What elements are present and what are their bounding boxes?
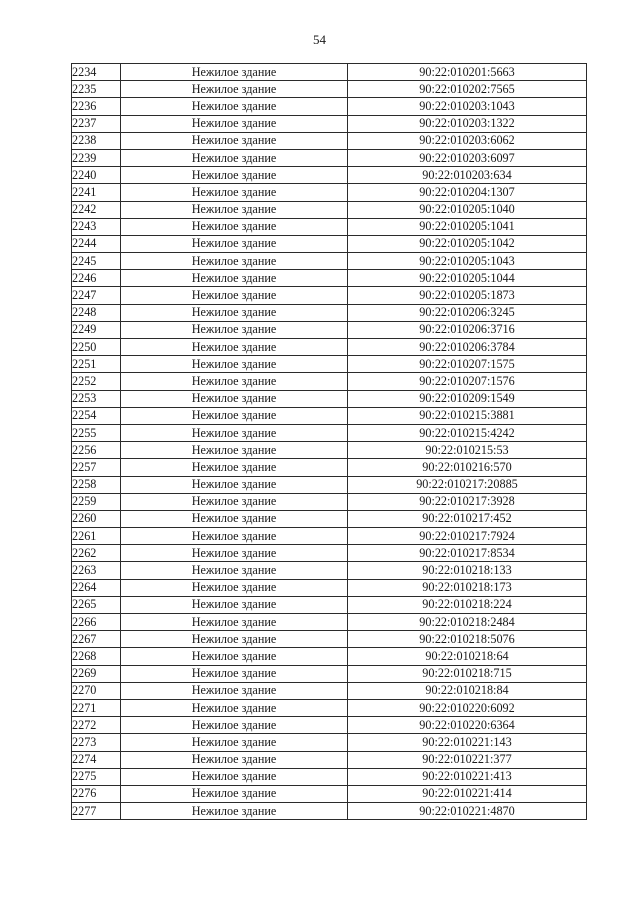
table-row	[72, 665, 587, 682]
cadastral-number-cell: 90:22:010207:1576	[348, 373, 587, 390]
cadastral-number-cell: 90:22:010203:6062	[348, 132, 587, 149]
row-number-cell: 2252	[72, 373, 121, 390]
table-row	[72, 201, 587, 218]
row-number-cell: 2259	[72, 493, 121, 510]
object-type-cell: Нежилое здание	[121, 64, 348, 81]
table-row	[72, 321, 587, 338]
row-number-cell: 2264	[72, 579, 121, 596]
object-type-cell: Нежилое здание	[121, 476, 348, 493]
object-type-cell: Нежилое здание	[121, 304, 348, 321]
object-type-cell: Нежилое здание	[121, 699, 348, 716]
row-number-cell: 2238	[72, 132, 121, 149]
cadastral-number-cell: 90:22:010205:1040	[348, 201, 587, 218]
object-type-cell: Нежилое здание	[121, 424, 348, 441]
cadastral-number-cell: 90:22:010221:377	[348, 751, 587, 768]
row-number-cell: 2258	[72, 476, 121, 493]
table-row	[72, 235, 587, 252]
table-row	[72, 149, 587, 166]
row-number-cell: 2244	[72, 235, 121, 252]
cadastral-number-cell: 90:22:010215:53	[348, 442, 587, 459]
cadastral-number-cell: 90:22:010203:1322	[348, 115, 587, 132]
object-type-cell: Нежилое здание	[121, 339, 348, 356]
table-row	[72, 562, 587, 579]
object-type-cell: Нежилое здание	[121, 81, 348, 98]
object-type-cell: Нежилое здание	[121, 201, 348, 218]
cadastral-number-cell: 90:22:010215:4242	[348, 424, 587, 441]
cadastral-number-cell: 90:22:010217:20885	[348, 476, 587, 493]
object-type-cell: Нежилое здание	[121, 562, 348, 579]
table-row	[72, 287, 587, 304]
row-number-cell: 2236	[72, 98, 121, 115]
object-type-cell: Нежилое здание	[121, 459, 348, 476]
object-type-cell: Нежилое здание	[121, 631, 348, 648]
object-type-cell: Нежилое здание	[121, 356, 348, 373]
object-type-cell: Нежилое здание	[121, 768, 348, 785]
table-row	[72, 304, 587, 321]
cadastral-number-cell: 90:22:010218:224	[348, 596, 587, 613]
table-row	[72, 803, 587, 820]
object-type-cell: Нежилое здание	[121, 442, 348, 459]
cadastral-number-cell: 90:22:010216:570	[348, 459, 587, 476]
row-number-cell: 2250	[72, 339, 121, 356]
table-row	[72, 734, 587, 751]
table-row	[72, 631, 587, 648]
row-number-cell: 2255	[72, 424, 121, 441]
row-number-cell: 2257	[72, 459, 121, 476]
cadastral-number-cell: 90:22:010201:5663	[348, 64, 587, 81]
object-type-cell: Нежилое здание	[121, 785, 348, 802]
row-number-cell: 2243	[72, 218, 121, 235]
row-number-cell: 2263	[72, 562, 121, 579]
cadastral-number-cell: 90:22:010215:3881	[348, 407, 587, 424]
object-type-cell: Нежилое здание	[121, 648, 348, 665]
table-row	[72, 717, 587, 734]
table-row	[72, 132, 587, 149]
row-number-cell: 2272	[72, 717, 121, 734]
cadastral-number-cell: 90:22:010202:7565	[348, 81, 587, 98]
object-type-cell: Нежилое здание	[121, 98, 348, 115]
table-row	[72, 699, 587, 716]
table-row	[72, 751, 587, 768]
row-number-cell: 2237	[72, 115, 121, 132]
cadastral-number-cell: 90:22:010204:1307	[348, 184, 587, 201]
row-number-cell: 2271	[72, 699, 121, 716]
cadastral-number-cell: 90:22:010205:1043	[348, 253, 587, 270]
table-row	[72, 64, 587, 81]
object-type-cell: Нежилое здание	[121, 596, 348, 613]
row-number-cell: 2254	[72, 407, 121, 424]
table-row	[72, 356, 587, 373]
row-number-cell: 2275	[72, 768, 121, 785]
row-number-cell: 2265	[72, 596, 121, 613]
table-row	[72, 648, 587, 665]
table-row	[72, 493, 587, 510]
cadastral-number-cell: 90:22:010206:3716	[348, 321, 587, 338]
row-number-cell: 2239	[72, 149, 121, 166]
cadastral-number-cell: 90:22:010218:715	[348, 665, 587, 682]
object-type-cell: Нежилое здание	[121, 803, 348, 820]
table-row	[72, 459, 587, 476]
object-type-cell: Нежилое здание	[121, 510, 348, 527]
table-row	[72, 579, 587, 596]
table-row	[72, 270, 587, 287]
object-type-cell: Нежилое здание	[121, 734, 348, 751]
cadastral-number-cell: 90:22:010205:1041	[348, 218, 587, 235]
table-row	[72, 253, 587, 270]
table-row	[72, 442, 587, 459]
object-type-cell: Нежилое здание	[121, 373, 348, 390]
cadastral-number-cell: 90:22:010221:4870	[348, 803, 587, 820]
object-type-cell: Нежилое здание	[121, 493, 348, 510]
cadastral-number-cell: 90:22:010205:1044	[348, 270, 587, 287]
cadastral-number-cell: 90:22:010218:133	[348, 562, 587, 579]
object-type-cell: Нежилое здание	[121, 614, 348, 631]
object-type-cell: Нежилое здание	[121, 717, 348, 734]
row-number-cell: 2261	[72, 528, 121, 545]
object-type-cell: Нежилое здание	[121, 390, 348, 407]
row-number-cell: 2260	[72, 510, 121, 527]
table-row	[72, 167, 587, 184]
object-type-cell: Нежилое здание	[121, 407, 348, 424]
row-number-cell: 2274	[72, 751, 121, 768]
cadastral-number-cell: 90:22:010206:3245	[348, 304, 587, 321]
object-type-cell: Нежилое здание	[121, 528, 348, 545]
cadastral-number-cell: 90:22:010209:1549	[348, 390, 587, 407]
row-number-cell: 2268	[72, 648, 121, 665]
cadastral-number-cell: 90:22:010220:6364	[348, 717, 587, 734]
cadastral-number-cell: 90:22:010203:6097	[348, 149, 587, 166]
row-number-cell: 2253	[72, 390, 121, 407]
cadastral-number-cell: 90:22:010205:1042	[348, 235, 587, 252]
object-type-cell: Нежилое здание	[121, 270, 348, 287]
row-number-cell: 2234	[72, 64, 121, 81]
object-type-cell: Нежилое здание	[121, 235, 348, 252]
object-type-cell: Нежилое здание	[121, 665, 348, 682]
row-number-cell: 2241	[72, 184, 121, 201]
cadastral-number-cell: 90:22:010217:7924	[348, 528, 587, 545]
row-number-cell: 2248	[72, 304, 121, 321]
cadastral-number-cell: 90:22:010221:413	[348, 768, 587, 785]
cadastral-number-cell: 90:22:010205:1873	[348, 287, 587, 304]
row-number-cell: 2270	[72, 682, 121, 699]
table-row	[72, 98, 587, 115]
cadastral-number-cell: 90:22:010206:3784	[348, 339, 587, 356]
table-row	[72, 596, 587, 613]
table-row	[72, 373, 587, 390]
cadastral-number-cell: 90:22:010218:84	[348, 682, 587, 699]
table-row	[72, 528, 587, 545]
cadastral-number-cell: 90:22:010203:1043	[348, 98, 587, 115]
page-number: 54	[313, 32, 326, 47]
table-row	[72, 407, 587, 424]
cadastral-number-cell: 90:22:010217:3928	[348, 493, 587, 510]
object-type-cell: Нежилое здание	[121, 149, 348, 166]
table-row	[72, 785, 587, 802]
object-type-cell: Нежилое здание	[121, 545, 348, 562]
row-number-cell: 2245	[72, 253, 121, 270]
row-number-cell: 2247	[72, 287, 121, 304]
registry-table-body	[72, 64, 587, 820]
row-number-cell: 2249	[72, 321, 121, 338]
object-type-cell: Нежилое здание	[121, 253, 348, 270]
cadastral-number-cell: 90:22:010221:414	[348, 785, 587, 802]
row-number-cell: 2262	[72, 545, 121, 562]
table-row	[72, 682, 587, 699]
row-number-cell: 2267	[72, 631, 121, 648]
table-row	[72, 614, 587, 631]
cadastral-number-cell: 90:22:010207:1575	[348, 356, 587, 373]
table-row	[72, 81, 587, 98]
row-number-cell: 2277	[72, 803, 121, 820]
row-number-cell: 2242	[72, 201, 121, 218]
row-number-cell: 2240	[72, 167, 121, 184]
row-number-cell: 2273	[72, 734, 121, 751]
table-row	[72, 339, 587, 356]
cadastral-number-cell: 90:22:010203:634	[348, 167, 587, 184]
object-type-cell: Нежилое здание	[121, 167, 348, 184]
property-registry-table	[71, 63, 587, 820]
cadastral-number-cell: 90:22:010220:6092	[348, 699, 587, 716]
object-type-cell: Нежилое здание	[121, 132, 348, 149]
object-type-cell: Нежилое здание	[121, 579, 348, 596]
object-type-cell: Нежилое здание	[121, 287, 348, 304]
row-number-cell: 2246	[72, 270, 121, 287]
row-number-cell: 2235	[72, 81, 121, 98]
cadastral-number-cell: 90:22:010218:2484	[348, 614, 587, 631]
row-number-cell: 2256	[72, 442, 121, 459]
object-type-cell: Нежилое здание	[121, 321, 348, 338]
object-type-cell: Нежилое здание	[121, 184, 348, 201]
row-number-cell: 2269	[72, 665, 121, 682]
object-type-cell: Нежилое здание	[121, 682, 348, 699]
cadastral-number-cell: 90:22:010218:173	[348, 579, 587, 596]
cadastral-number-cell: 90:22:010218:5076	[348, 631, 587, 648]
row-number-cell: 2251	[72, 356, 121, 373]
table-row	[72, 476, 587, 493]
object-type-cell: Нежилое здание	[121, 218, 348, 235]
cadastral-number-cell: 90:22:010218:64	[348, 648, 587, 665]
table-row	[72, 390, 587, 407]
cadastral-number-cell: 90:22:010221:143	[348, 734, 587, 751]
row-number-cell: 2276	[72, 785, 121, 802]
table-row	[72, 115, 587, 132]
table-row	[72, 510, 587, 527]
object-type-cell: Нежилое здание	[121, 751, 348, 768]
row-number-cell: 2266	[72, 614, 121, 631]
table-row	[72, 545, 587, 562]
table-row	[72, 768, 587, 785]
table-row	[72, 184, 587, 201]
object-type-cell: Нежилое здание	[121, 115, 348, 132]
cadastral-number-cell: 90:22:010217:8534	[348, 545, 587, 562]
table-row	[72, 218, 587, 235]
cadastral-number-cell: 90:22:010217:452	[348, 510, 587, 527]
table-row	[72, 424, 587, 441]
